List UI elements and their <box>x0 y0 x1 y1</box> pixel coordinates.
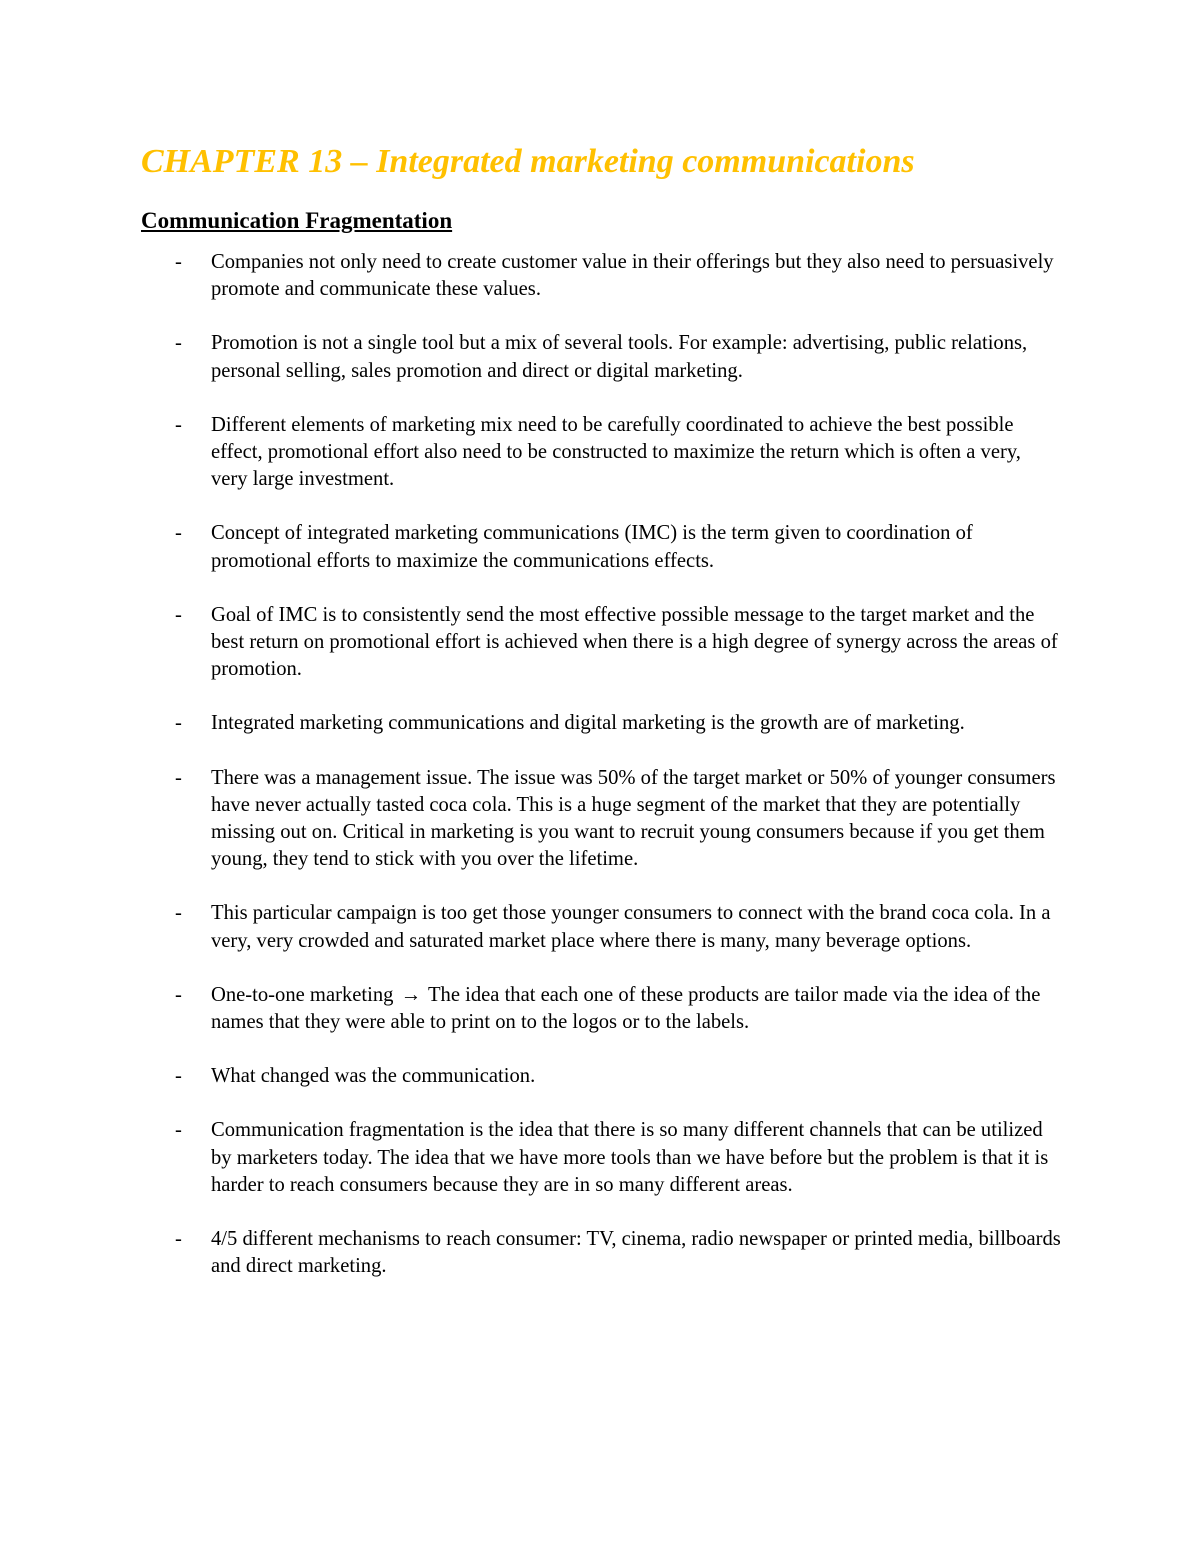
bullet-item <box>141 710 1061 737</box>
bullet-dash: - <box>175 332 182 355</box>
bullet-text: Companies not only need to create customer value in their offerings but they also need to persuasively promote and communicate these values. <box>211 251 1054 301</box>
right-arrow-icon: → <box>400 983 422 1006</box>
bullet-text: Promotion is not a single tool but a mix of several tools. For example: advertising, public relations, personal selling, sales promotion and direct or digital marketing. <box>211 332 1028 382</box>
bullet-text: Concept of integrated marketing communications (IMC) is the term given to coordination of promotional efforts to maximize the communications effects. <box>211 522 973 572</box>
bullet-text: Different elements of marketing mix need to be carefully coordinated to achieve the best possible effect, promotional effort also need to be constructed to maximize the return which is often a very, very large investment. <box>211 413 1021 491</box>
chapter-title: CHAPTER 13 – Integrated marketing communications <box>141 143 915 180</box>
bullet-item <box>141 1117 1061 1199</box>
bullet-list <box>141 249 1061 1307</box>
bullet-dash: - <box>175 712 182 735</box>
bullet-dash: - <box>175 413 182 436</box>
bullet-item <box>141 1063 1061 1090</box>
bullet-dash: - <box>175 522 182 545</box>
bullet-text: 4/5 different mechanisms to reach consumer: TV, cinema, radio newspaper or printed media, billboards and direct marketing. <box>211 1228 1061 1278</box>
bullet-dash: - <box>175 1065 182 1088</box>
bullet-text-before-arrow: One-to-one marketing <box>211 983 394 1006</box>
bullet-text: Communication fragmentation is the idea that there is so many different channels that can be utilized by marketers today. The idea that we have more tools than we have before but the problem is that it is harder to reach consumers because they are in so many different areas. <box>211 1119 1049 1196</box>
bullet-text: There was a management issue. The issue was 50% of the target market or 50% of younger consumers have never actually tasted coca cola. This is a huge segment of the market that they are potentially missing out on. Critical in marketing is you want to recruit young consumers because if you get them young, they tend to stick with you over the lifetime. <box>211 766 1056 871</box>
bullet-item <box>141 982 1061 1036</box>
bullet-item <box>141 412 1061 494</box>
bullet-item <box>141 1226 1061 1280</box>
bullet-text: What changed was the communication. <box>211 1065 536 1088</box>
bullet-text: Integrated marketing communications and digital marketing is the growth are of marketing. <box>211 712 965 735</box>
bullet-text: This particular campaign is too get those younger consumers to connect with the brand coca cola. In a very, very crowded and saturated market place where there is many, many beverage options. <box>211 902 1051 952</box>
bullet-dash: - <box>175 983 182 1006</box>
bullet-text-after-arrow: The idea that each one of these products are tailor made via the idea of the names that they were able to print on to the logos or to the labels. <box>211 983 1041 1034</box>
bullet-dash: - <box>175 603 182 626</box>
bullet-dash: - <box>175 251 182 273</box>
bullet-item <box>141 330 1061 384</box>
bullet-dash: - <box>175 902 182 925</box>
bullet-text: Goal of IMC is to consistently send the most effective possible message to the target market and the best return on promotional effort is achieved when there is a high degree of synergy across the areas of promotion. <box>211 603 1058 681</box>
bullet-item <box>141 520 1061 574</box>
bullet-item <box>141 249 1061 303</box>
bullet-item <box>141 900 1061 954</box>
bullet-item <box>141 765 1061 874</box>
section-heading: Communication Fragmentation <box>141 208 453 233</box>
bullet-dash: - <box>175 1228 182 1251</box>
bullet-item <box>141 602 1061 684</box>
bullet-dash: - <box>175 1119 182 1142</box>
bullet-dash: - <box>175 766 182 789</box>
